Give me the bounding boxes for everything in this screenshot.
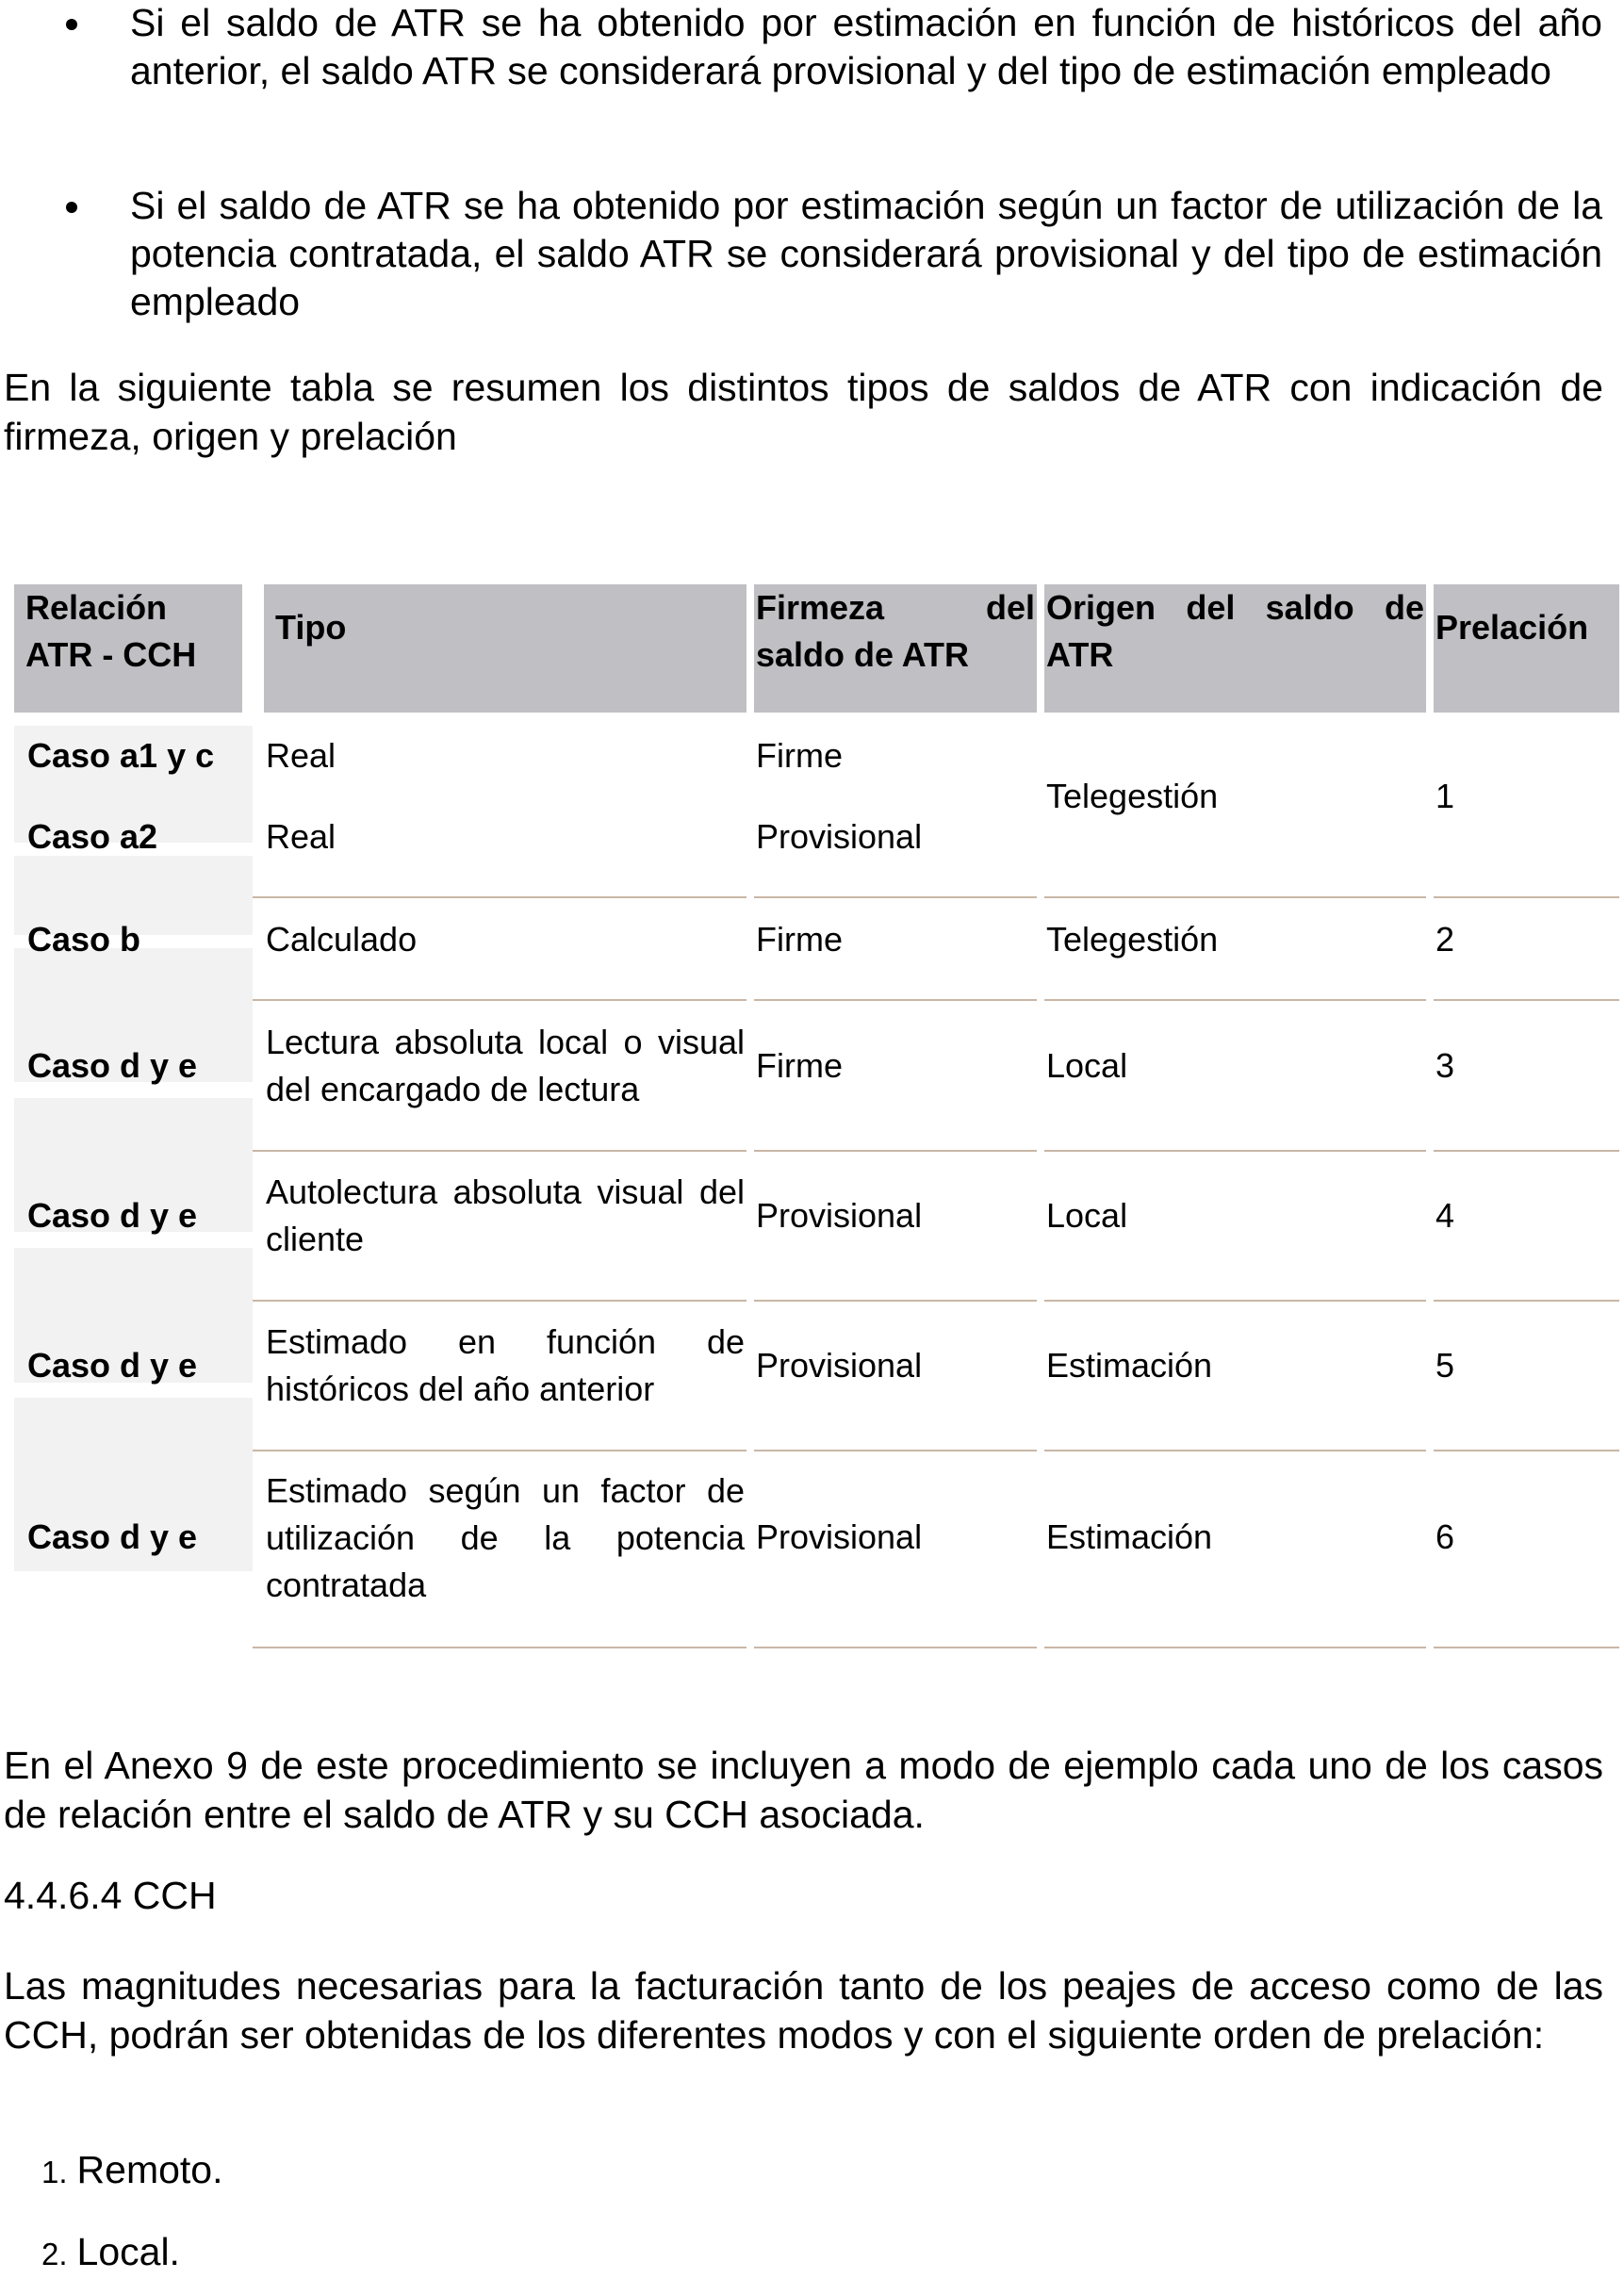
table-cell-origen: Telegestión — [1046, 777, 1219, 815]
row-separator — [754, 1647, 1037, 1648]
bullet-text: Si el saldo de ATR se ha obtenido por estimación según un factor de utilización de la potencia contratada, el saldo ATR se considerará provisional y del tipo de estimación empleado — [130, 184, 1602, 323]
table-cell-origen: Estimación — [1046, 1517, 1213, 1556]
row-separator — [1044, 896, 1426, 898]
list-item — [41, 2227, 180, 2279]
table-cell-firmeza: Firme — [756, 920, 843, 959]
row-separator — [253, 1450, 746, 1451]
row-separator — [253, 1150, 746, 1152]
atr-balance-table — [14, 584, 1619, 1649]
row-separator — [754, 896, 1037, 898]
bullet-dot-icon — [66, 19, 77, 30]
table-cell-relacion: Caso d y e — [27, 1346, 198, 1385]
row-separator — [1044, 999, 1426, 1001]
table-cell-tipo: Estimado según un factor de utilización de la potencia contratada — [266, 1471, 745, 1604]
table-cell-prelacion: 2 — [1435, 920, 1455, 959]
row-separator — [754, 1150, 1037, 1152]
table-cell-firmeza: Provisional — [756, 817, 923, 856]
table-cell-origen: Local — [1046, 1196, 1128, 1235]
table-header-cell: Tipo — [264, 584, 746, 713]
table-cell-tipo: Real — [266, 736, 336, 775]
table-cell-firmeza: Provisional — [756, 1346, 923, 1385]
row-separator — [1434, 896, 1619, 898]
list-item-text: Local. — [76, 2230, 180, 2273]
table-cell-relacion: Caso d y e — [27, 1046, 198, 1085]
annex-paragraph: En el Anexo 9 de este procedimiento se incluyen a modo de ejemplo cada uno de los casos de relación entre el saldo de ATR y su CCH asociada. — [4, 1744, 1603, 1836]
row-separator — [1434, 1647, 1619, 1648]
table-cell-tipo: Real — [266, 817, 336, 856]
table-cell-relacion: Caso d y e — [27, 1196, 198, 1235]
table-cell-firmeza: Firme — [756, 1046, 843, 1085]
row-separator — [1434, 1150, 1619, 1152]
table-cell-firmeza: Provisional — [756, 1196, 923, 1235]
list-item-text: Remoto. — [76, 2148, 223, 2191]
table-header-cell: Origen del saldo de ATR — [1044, 584, 1426, 713]
list-item — [41, 2145, 222, 2197]
table-cell-prelacion: 1 — [1435, 777, 1455, 815]
magnitudes-paragraph: Las magnitudes necesarias para la facturación tanto de los peajes de acceso como de las CCH, podrán ser obtenidas de los diferentes modos y con el siguiente orden de prelación: — [4, 1964, 1603, 2057]
row-separator — [1044, 1450, 1426, 1451]
table-cell-firmeza: Firme — [756, 736, 843, 775]
table-cell-origen: Estimación — [1046, 1346, 1213, 1385]
section-heading: 4.4.6.4 CCH — [4, 1874, 217, 1917]
table-cell-relacion: Caso a1 y c — [27, 736, 215, 775]
table-cell-prelacion: 5 — [1435, 1346, 1455, 1385]
table-cell-tipo: Autolectura absoluta visual del cliente — [266, 1172, 745, 1258]
row-separator — [754, 1300, 1037, 1302]
table-cell-origen: Telegestión — [1046, 920, 1219, 959]
bullet-text: Si el saldo de ATR se ha obtenido por estimación en función de históricos del año anterior, el saldo ATR se considerará provisional y del tipo de estimación empleado — [130, 1, 1602, 92]
table-cell-relacion: Caso d y e — [27, 1517, 198, 1556]
row-separator — [253, 1647, 746, 1648]
table-cell-tipo: Estimado en función de históricos del año anterior — [266, 1322, 745, 1408]
row-separator — [253, 896, 746, 898]
row-separator — [1044, 1150, 1426, 1152]
table-cell-tipo: Lectura absoluta local o visual del encargado de lectura — [266, 1023, 745, 1108]
table-cell-relacion: Caso b — [27, 920, 141, 959]
table-cell-prelacion: 3 — [1435, 1046, 1455, 1085]
table-header-cell: Firmeza del saldo de ATR — [754, 584, 1037, 713]
table-header-cell: Prelación — [1434, 584, 1619, 713]
table-header-cell: Relación ATR - CCH — [14, 584, 242, 713]
row-separator — [754, 1450, 1037, 1451]
row-separator — [1044, 1647, 1426, 1648]
table-cell-firmeza: Provisional — [756, 1517, 923, 1556]
table-cell-origen: Local — [1046, 1046, 1128, 1085]
row-separator — [253, 999, 746, 1001]
row-separator — [253, 1300, 746, 1302]
row-separator — [754, 999, 1037, 1001]
intro-paragraph: En la siguiente tabla se resumen los distintos tipos de saldos de ATR con indicación de firmeza, origen y prelación — [4, 366, 1603, 458]
table-cell-prelacion: 6 — [1435, 1517, 1455, 1556]
row-separator — [1434, 999, 1619, 1001]
bullet-dot-icon — [66, 202, 77, 213]
table-cell-prelacion: 4 — [1435, 1196, 1455, 1235]
list-item-number: 1. — [41, 2155, 68, 2189]
row-separator — [1434, 1450, 1619, 1451]
row-separator — [1044, 1300, 1426, 1302]
row-separator — [1434, 1300, 1619, 1302]
table-cell-relacion: Caso a2 — [27, 817, 158, 856]
list-item-number: 2. — [41, 2237, 68, 2271]
table-cell-tipo: Calculado — [266, 920, 418, 959]
